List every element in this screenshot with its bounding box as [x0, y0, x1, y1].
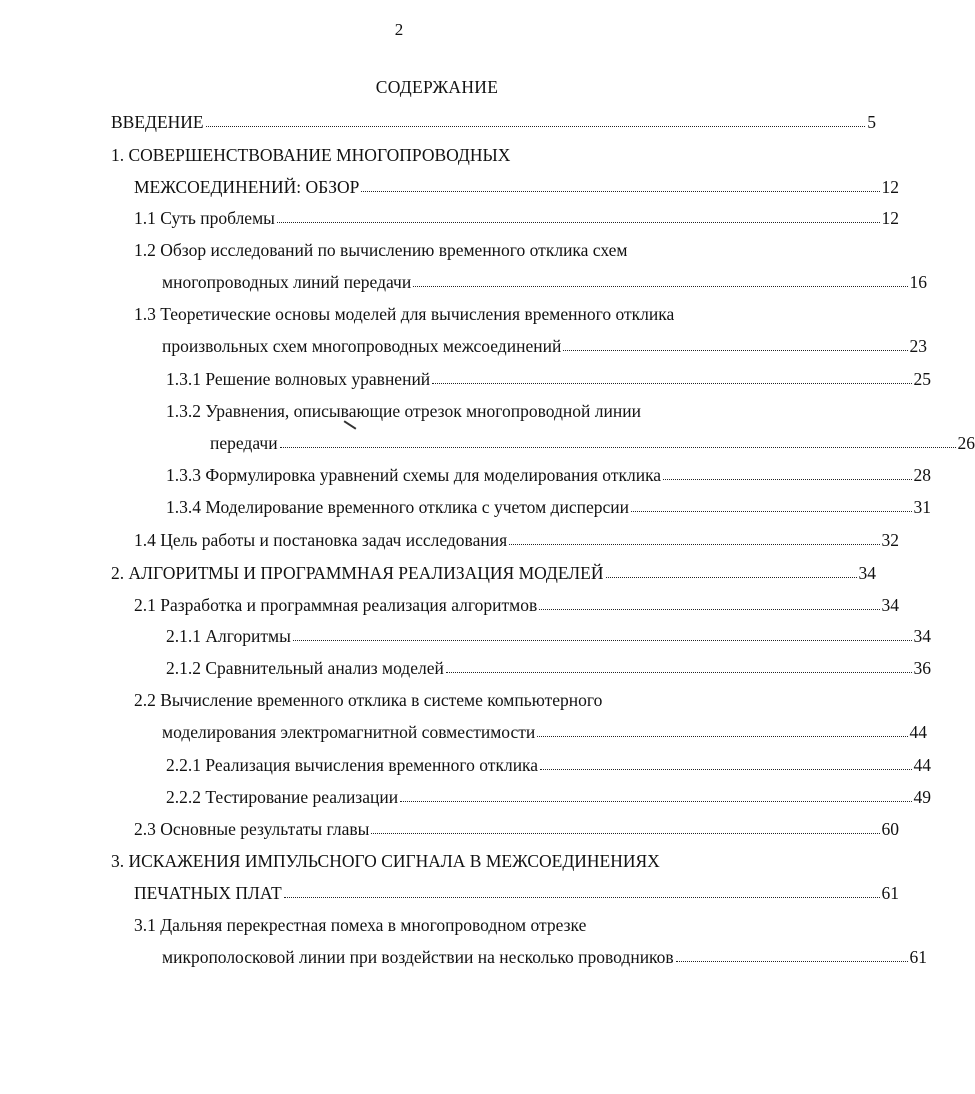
toc-entry-text: 2. АЛГОРИТМЫ И ПРОГРАММНАЯ РЕАЛИЗАЦИЯ МОДЕЛЕЙ [111, 563, 604, 583]
toc-entry-text: 1.3.3 Формулировка уравнений схемы для моделирования отклика [166, 465, 662, 485]
toc-entry-text: 1.1 Суть проблемы [134, 208, 275, 228]
toc-entry-2-3[interactable] [0, 817, 899, 841]
toc-entry-text: 2.2.2 Тестирование реализации [166, 787, 399, 807]
toc-entry-3-1[interactable]: 3.1 Дальняя перекрестная помеха в многопроводном отрезке [134, 915, 587, 935]
toc-entry-text: 2.1 Разработка и программная реализация алгоритмов [134, 595, 538, 615]
toc-entry-text: произвольных схем многопроводных межсоединений [162, 336, 562, 356]
toc-entry-3-1-cont[interactable] [0, 945, 927, 969]
toc-entry-page: 12 [881, 208, 899, 228]
leader-dots [293, 634, 912, 641]
leader-dots [540, 763, 911, 770]
toc-title: СОДЕРЖАНИЕ [375, 77, 499, 97]
toc-entry-page: 26 [957, 433, 975, 453]
leader-dots [446, 666, 912, 673]
toc-entry-2-2-2[interactable] [0, 785, 931, 809]
toc-entry-1-3[interactable]: 1.3 Теоретические основы моделей для вычисления временного отклика [134, 304, 675, 324]
leader-dots [280, 441, 956, 448]
toc-entry-1-2[interactable]: 1.2 Обзор исследований по вычислению временного отклика схем [134, 240, 628, 260]
toc-entry-page: 34 [858, 563, 876, 583]
toc-entry-chapter-3-cont[interactable] [0, 881, 899, 905]
toc-entry-text: 1.4 Цель работы и постановка задач исследования [134, 530, 508, 550]
toc-entry-page: 49 [913, 787, 931, 807]
toc-entry-chapter-1-cont[interactable] [0, 175, 899, 199]
leader-dots [663, 473, 911, 480]
toc-entry-1-3-1[interactable] [0, 367, 931, 391]
leader-dots [277, 216, 880, 223]
toc-entry-2-2-1[interactable] [0, 753, 931, 777]
toc-entry-chapter-3[interactable]: 3. ИСКАЖЕНИЯ ИМПУЛЬСНОГО СИГНАЛА В МЕЖСОЕДИНЕНИЯХ [111, 851, 660, 871]
toc-entry-2-2-cont[interactable] [0, 720, 927, 744]
toc-entry-text: 1.3.4 Моделирование временного отклика с учетом дисперсии [166, 497, 629, 517]
toc-entry-page: 34 [881, 595, 899, 615]
toc-entry-text: ПЕЧАТНЫХ ПЛАТ [134, 883, 282, 903]
toc-entry-page: 12 [881, 177, 899, 197]
toc-entry-text: микрополосковой линии при воздействии на несколько проводников [162, 947, 674, 967]
leader-dots [509, 538, 879, 545]
toc-entry-chapter-2[interactable] [0, 561, 876, 585]
leader-dots [539, 603, 879, 610]
toc-entry-text: 2.1.2 Сравнительный анализ моделей [166, 658, 444, 678]
toc-entry-page: 31 [913, 497, 931, 517]
toc-entry-text: 2.2.1 Реализация вычисления временного отклика [166, 755, 539, 775]
toc-entry-page: 44 [913, 755, 931, 775]
toc-entry-page: 61 [881, 883, 899, 903]
toc-entry-text: 2.3 Основные результаты главы [134, 819, 370, 839]
toc-entry-text: моделирования электромагнитной совместимости [162, 722, 536, 742]
toc-entry-text: МЕЖСОЕДИНЕНИЙ: ОБЗОР [134, 177, 360, 197]
toc-entry-intro[interactable] [0, 110, 876, 134]
toc-entry-text: 2.1.1 Алгоритмы [166, 626, 291, 646]
toc-entry-text: передачи [210, 433, 278, 453]
toc-entry-page: 36 [913, 658, 931, 678]
toc-entry-page: 23 [909, 336, 927, 356]
page-number: 2 [394, 20, 404, 39]
toc-entry-1-1[interactable] [0, 206, 899, 230]
toc-entry-page: 25 [913, 369, 931, 389]
leader-dots [606, 571, 857, 578]
leader-dots [563, 344, 907, 351]
toc-entry-chapter-1[interactable]: 1. СОВЕРШЕНСТВОВАНИЕ МНОГОПРОВОДНЫХ [111, 145, 511, 165]
toc-entry-1-2-cont[interactable] [0, 270, 927, 294]
toc-entry-text: 1.3.1 Решение волновых уравнений [166, 369, 431, 389]
toc-entry-text: ВВЕДЕНИЕ [111, 112, 204, 132]
toc-entry-2-1-1[interactable] [0, 624, 931, 648]
toc-entry-1-3-2-cont[interactable] [0, 431, 975, 455]
toc-entry-page: 34 [913, 626, 931, 646]
leader-dots [413, 280, 907, 287]
toc-entry-page: 5 [867, 112, 876, 132]
leader-dots [371, 827, 879, 834]
toc-entry-1-3-2[interactable]: 1.3.2 Уравнения, описывающие отрезок многопроводной линии [166, 401, 641, 421]
leader-dots [676, 955, 908, 962]
leader-dots [400, 795, 911, 802]
toc-entry-page: 16 [909, 272, 927, 292]
toc-entry-page: 32 [881, 530, 899, 550]
toc-entry-2-1-2[interactable] [0, 656, 931, 680]
leader-dots [284, 891, 880, 898]
toc-entry-1-3-3[interactable] [0, 463, 931, 487]
toc-entry-text: многопроводных линий передачи [162, 272, 412, 292]
leader-dots [432, 377, 911, 384]
leader-dots [537, 730, 907, 737]
toc-entry-2-1[interactable] [0, 593, 899, 617]
toc-entry-page: 28 [913, 465, 931, 485]
leader-dots [206, 120, 866, 127]
toc-entry-2-2[interactable]: 2.2 Вычисление временного отклика в системе компьютерного [134, 690, 603, 710]
toc-entry-page: 60 [881, 819, 899, 839]
leader-dots [361, 185, 879, 192]
toc-entry-1-3-cont[interactable] [0, 334, 927, 358]
toc-entry-1-3-4[interactable] [0, 495, 931, 519]
toc-entry-page: 44 [909, 722, 927, 742]
toc-entry-1-4[interactable] [0, 528, 899, 552]
leader-dots [631, 505, 912, 512]
toc-entry-page: 61 [909, 947, 927, 967]
